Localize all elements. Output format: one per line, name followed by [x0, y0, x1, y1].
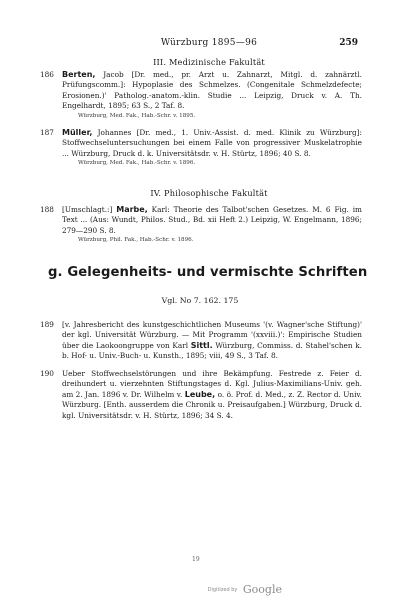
signature-mark: 19 [192, 556, 200, 563]
google-logo: Google [242, 583, 282, 596]
entry-note: Würzburg, Med. Fak., Hab.-Schr. v. 1895. [78, 112, 196, 119]
entry-text-continued: Würzburg, Commiss. d. Stahel'schen k. b. Hof- u. Univ.-Buch- u. Kunsth., 1895; viii, 49 S., 3 Taf. 8. [62, 340, 362, 361]
author-name: Müller, [62, 128, 93, 137]
author-name: Sittl. [190, 340, 213, 350]
entry-187 [40, 128, 362, 167]
entry-number: 186 [40, 70, 54, 79]
entry-number: 189 [40, 320, 54, 329]
author-name: Berten, [62, 70, 96, 79]
entry-body [62, 70, 362, 112]
entry-body [62, 369, 362, 421]
entry-text: Jacob [Dr. med., pr. Arzt u. Zahnarzt, Mitgl. d. zahnärztl. Prüfungscomm.]: Hypoplasie des Schmelzes. (Congenitale Schmelzdefecte; Erosionen.)' Patholog.-anatom.-klin. Studie ... Leipzig, Druck v. A. Th. Engelhardt, 1895; 63 S., 2 Taf. 8. [62, 70, 362, 111]
entry-body [62, 205, 362, 236]
entry-text: Karl: Theorie des Talbot'schen Gesetzes. M. 6 Fig. im Text ... (Aus: Wundt, Philos. Stud., Bd. xii Heft 2.) Leipzig, W. Engelmann, 1896; 279—290 S. 8. [62, 205, 362, 235]
entry-188 [40, 205, 362, 244]
section-heading-medical: III. Medizinische Fakultät [153, 57, 265, 67]
entry-note: Würzburg, Phil. Fak., Hab.-Schr. v. 1896. [78, 237, 194, 244]
entry-text-continued: o. ö. Prof. d. Med., z. Z. Rector d. Univ. Würzburg. [Enth. ausserdem die Chronik u. Preisaufgaben.] Würzburg, Druck d. kgl. Universitätsdr. v. H. Stürtz, 1896; 34 S. 4. [62, 389, 362, 420]
title-prefix: [Umschlagt.:] [62, 205, 113, 214]
entry-body [62, 128, 362, 159]
entry-190 [40, 369, 362, 421]
author-name: Marbe, [116, 205, 148, 214]
cross-reference: Vgl. No 7. 162. 175 [161, 296, 239, 305]
author-name: Leube, [184, 389, 216, 399]
entry-number: 190 [40, 369, 54, 378]
entry-number: 187 [40, 128, 54, 137]
section-heading-miscellaneous: g. Gelegenheits- und vermischte Schriften [48, 265, 368, 280]
running-title: Würzburg 1895—96 [160, 38, 258, 48]
entry-body [62, 320, 362, 362]
entry-number: 188 [40, 205, 54, 214]
entry-note: Würzburg, Med. Fak., Hab.-Schr. v. 1896. [78, 160, 196, 167]
section-heading-philosophical: IV. Philosophische Fakultät [150, 188, 268, 198]
digitized-label: Digitized by [207, 587, 238, 593]
page-number: 259 [339, 38, 358, 48]
entry-189 [40, 320, 362, 362]
running-header [60, 38, 358, 52]
entry-text: Ueber Stoffwechselstörungen und ihre Bekämpfung. Festrede z. Feier d. dreihundert u. vierzehnten Stiftungstages d. Kgl. Julius-Maximilians-Univ. geh. am 2. Jan. 1896 v. Dr. Wilhelm v. [62, 369, 362, 399]
entry-text: [v. Jahresbericht des kunstgeschichtlichen Museums '(v. Wagner'sche Stiftung)' der kgl. Universität Würzburg. — Mit Programm '(xxviii.)': Empirische Studien über die Laokoongruppe von Karl [62, 320, 362, 350]
digitized-watermark [208, 583, 282, 596]
entry-text: Johannes [Dr. med., 1. Univ.-Assist. d. med. Klinik zu Würzburg]: Stoffwechseluntersuchungen bei einem Falle von progressiver Muskelatrophie ... Würzburg, Druck d. k. Universitätsdr. v. H. Stürtz, 1896; 40 S. 8. [62, 128, 362, 158]
entry-186 [40, 70, 362, 120]
